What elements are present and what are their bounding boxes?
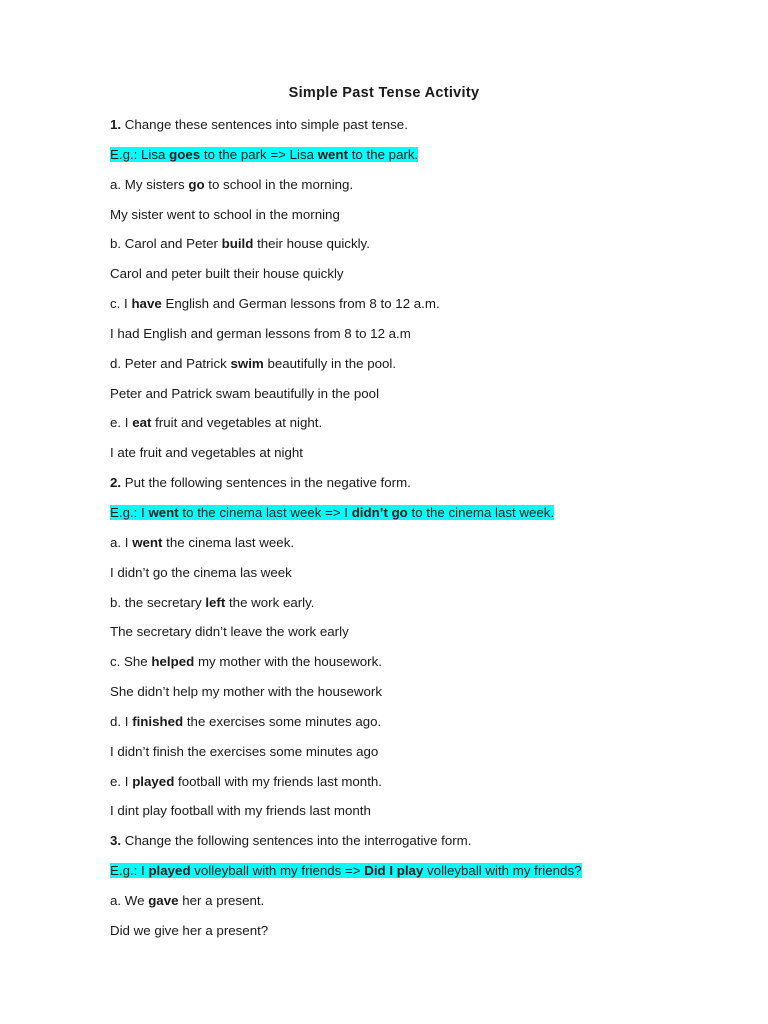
bold-verb: went [132,534,163,550]
bold-verb: played [148,863,191,879]
text-run: She didn’t help my mother with the housework [110,684,382,700]
text-run: I ate fruit and vegetables at night [110,445,303,461]
answer-line [110,623,730,653]
text-run: their house quickly. [253,236,370,252]
answer-line [110,206,730,236]
text-run: the cinema last week. [162,534,295,550]
text-run: Put the following sentences in the negative form. [121,475,411,491]
bold-verb: went [148,504,179,520]
line-text [110,624,349,639]
answer-line [110,444,730,474]
answer-line [110,743,730,773]
bold-verb: build [221,236,254,252]
line-text [110,266,344,281]
question-line [110,235,730,265]
line-text [110,415,322,430]
text-run: Peter and Patrick swam beautifully in the pool [110,385,380,401]
question-line [110,892,730,922]
line-text [110,236,370,251]
text-run: volleyball with my friends => [190,863,365,879]
text-run: a. My sisters [110,176,189,192]
highlighted-text [110,147,418,162]
text-run: The secretary didn’t leave the work early [110,624,349,640]
bold-verb: didn’t go [351,504,408,520]
text-run: I had English and german lessons from 8 to 12 a.m [110,325,411,341]
line-text [110,445,303,460]
text-run: to the park. [348,146,419,162]
answer-line [110,802,730,832]
text-run: fruit and vegetables at night. [151,415,323,431]
bold-verb: go [188,176,205,192]
text-run: a. We [110,892,149,908]
text-run: My sister went to school in the morning [110,206,340,222]
line-text [110,475,411,490]
line-text [110,565,292,580]
section-instruction [110,116,730,146]
text-run: the exercises some minutes ago. [183,713,382,729]
line-text [110,774,382,789]
line-text [110,326,411,341]
question-line [110,414,730,444]
example-line [110,146,730,176]
bold-verb: eat [132,415,152,431]
text-run: I didn’t go the cinema las week [110,564,292,580]
text-run: beautifully in the pool. [263,355,397,371]
question-line [110,594,730,624]
text-run: my mother with the housework. [194,654,382,670]
text-run: E.g.: I [110,863,149,879]
line-text [110,296,440,311]
text-run: b. Carol and Peter [110,236,222,252]
answer-line [110,564,730,594]
text-run: E.g.: I [110,504,149,520]
bold-verb: helped [151,654,195,670]
text-run: d. I [110,713,133,729]
text-run: E.g.: Lisa [110,146,170,162]
bold-verb: goes [169,146,201,162]
bold-verb: gave [148,892,179,908]
text-run: Carol and peter built their house quickly [110,266,344,282]
text-run: to the park => Lisa [200,146,318,162]
bold-verb: swim [230,355,264,371]
bold-verb: have [131,296,162,312]
line-text [110,177,353,192]
text-run: a. I [110,534,133,550]
answer-line [110,325,730,355]
line-text [110,595,314,610]
text-run: c. She [110,654,152,670]
document-body [110,116,730,952]
bold-verb: 1. [110,117,122,132]
bold-verb: went [317,146,349,162]
text-run: volleyball with my friends? [423,863,582,879]
text-run: e. I [110,773,133,789]
text-run: d. Peter and Patrick [110,355,231,371]
question-line [110,176,730,206]
question-line [110,713,730,743]
section-instruction [110,832,730,862]
text-run: her a present. [178,892,265,908]
bold-verb: Did I play [364,863,424,879]
text-run: football with my friends last month. [174,773,382,789]
text-run: Did we give her a present? [110,922,269,938]
bold-verb: played [132,773,175,789]
text-run: I didn’t finish the exercises some minutes ago [110,743,379,759]
text-run: Change the following sentences into the interrogative form. [121,833,472,849]
bold-verb: 3. [110,833,122,849]
text-run: to school in the morning. [204,176,354,192]
example-line [110,504,730,534]
question-line [110,295,730,325]
answer-line [110,265,730,295]
text-run: to the cinema last week. [407,504,555,520]
question-line [110,355,730,385]
text-run: the work early. [225,594,315,610]
question-line [110,653,730,683]
text-run: b. the secretary [110,594,206,610]
line-text [110,714,381,729]
highlighted-text [110,863,582,878]
question-line [110,773,730,803]
text-run: English and German lessons from 8 to 12 a.m. [161,296,440,312]
text-run: to the cinema last week => I [178,504,352,520]
bold-verb: finished [132,713,184,729]
line-text [110,684,382,699]
answer-line [110,683,730,713]
line-text [110,356,396,371]
text-run: I dint play football with my friends last month [110,803,371,819]
page-title: Simple Past Tense Activity [288,85,480,101]
text-run: e. I [110,415,133,431]
line-text [110,654,382,669]
text-run: c. I [110,296,132,312]
line-text [110,207,340,222]
highlighted-text [110,505,554,520]
line-text [110,744,378,759]
line-text [110,535,294,550]
text-run: Change these sentences into simple past tense. [121,117,408,132]
line-text [110,386,379,401]
section-instruction [110,474,730,504]
line-text [110,923,268,938]
line-text [110,833,471,848]
answer-line [110,385,730,415]
answer-line [110,922,730,952]
line-text [110,893,264,908]
line-text [110,117,408,132]
question-line [110,534,730,564]
bold-verb: left [205,594,226,610]
line-text [110,803,371,818]
example-line [110,862,730,892]
bold-verb: 2. [110,475,122,491]
